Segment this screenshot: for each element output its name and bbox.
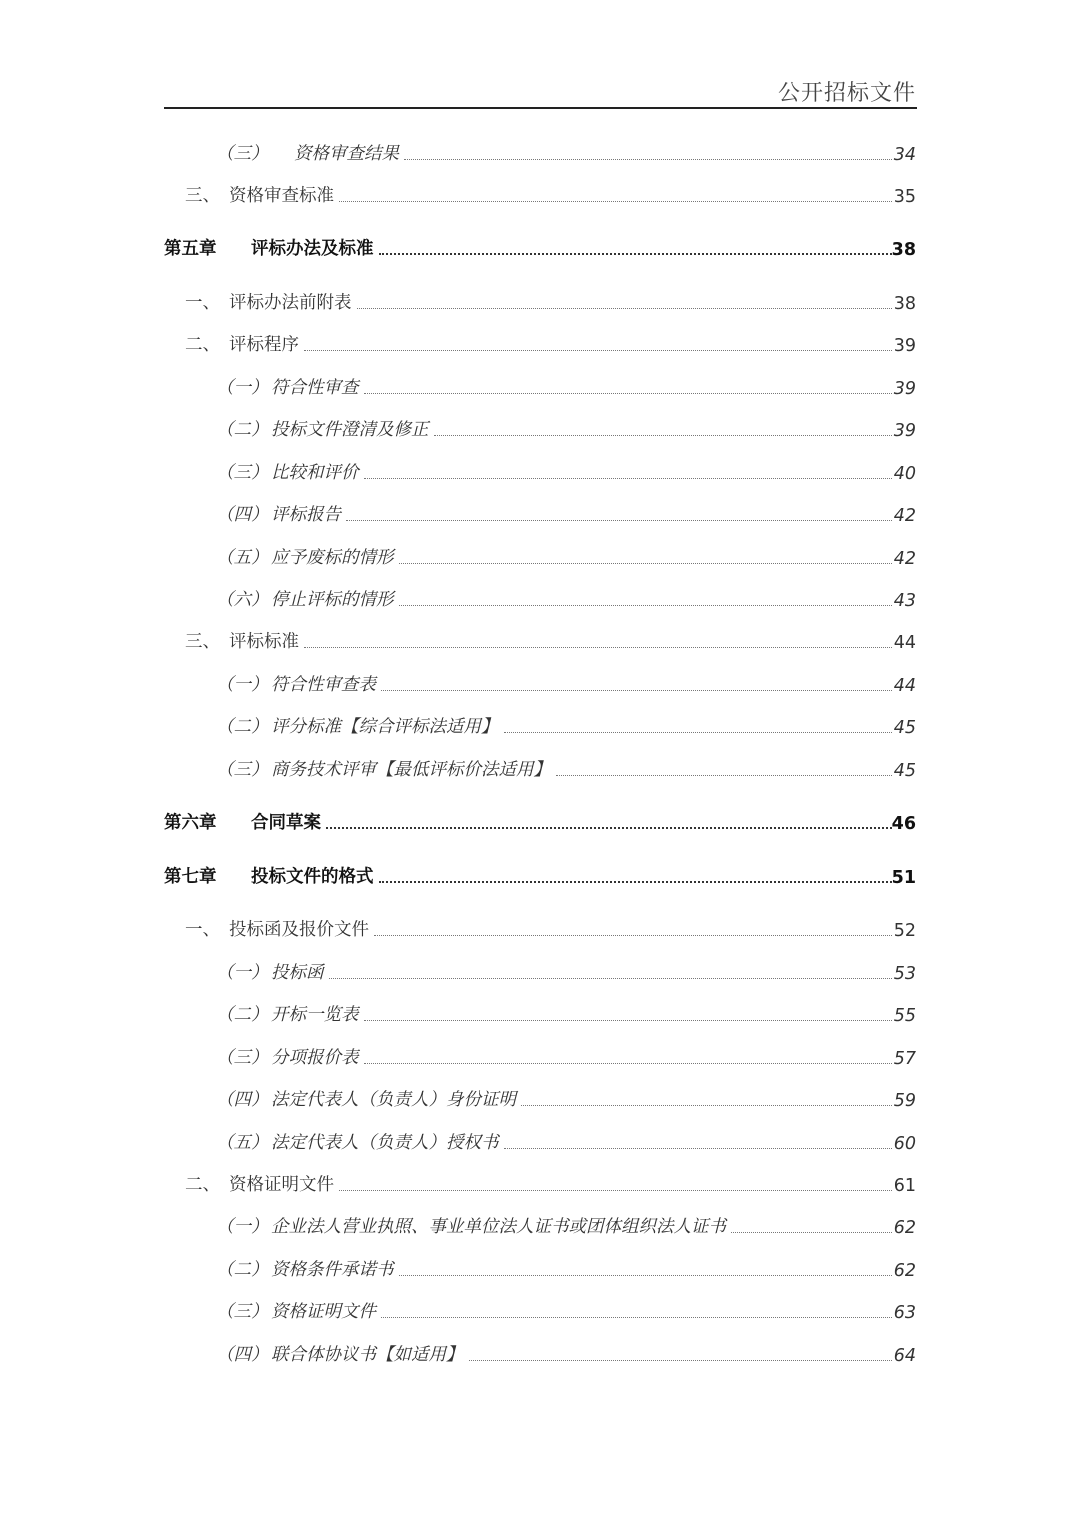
toc-entry-number: （四） [216,1090,269,1110]
toc-subsection-entry[interactable] [0,541,1080,571]
toc-entry-number: （三） [216,1048,269,1068]
toc-entry-number: （五） [216,1133,269,1153]
toc-entry-number: （二） [216,1005,269,1025]
toc-leader-dots [504,1148,892,1149]
toc-entry-label: 评标办法及标准 [251,235,377,260]
toc-leader-dots [364,1063,892,1064]
toc-leader-dots [364,393,892,394]
toc-page-number: 59 [893,1091,916,1111]
toc-subsection-entry[interactable] [0,710,1080,740]
toc-entry-label: 法定代表人（负责人）授权书 [271,1129,502,1154]
toc-subsection-entry[interactable] [0,1253,1080,1283]
toc-chapter-entry[interactable] [0,806,1080,836]
toc-entry-number: （三） [216,463,269,483]
toc-page-number: 42 [893,549,916,569]
toc-page-number: 39 [893,421,916,441]
toc-leader-dots [346,520,892,521]
toc-section-entry[interactable] [0,625,1080,655]
toc-page-number: 38 [893,294,916,314]
toc-entry-label: 投标文件的格式 [251,863,377,888]
toc-page-number: 40 [893,464,916,484]
toc-entry-label: 投标函 [271,959,327,984]
toc-entry-number: 二、 [185,335,220,355]
toc-entry-label: 资格审查结果 [294,140,402,165]
toc-section-entry[interactable] [0,913,1080,943]
toc-leader-dots [326,827,892,829]
toc-subsection-entry[interactable] [0,1295,1080,1325]
toc-leader-dots [399,563,892,564]
toc-entry-label: 投标函及报价文件 [229,916,372,941]
toc-entry-number: 第六章 [164,813,217,833]
toc-entry-number: （一） [216,963,269,983]
toc-leader-dots [399,605,892,606]
toc-entry-label: 开标一览表 [271,1001,362,1026]
toc-subsection-entry[interactable] [0,137,1080,167]
toc-entry-number: 三、 [185,632,220,652]
toc-entry-label: 资格条件承诺书 [271,1256,397,1281]
toc-entry-number: 第七章 [164,867,217,887]
toc-page-number: 42 [893,506,916,526]
toc-entry-number: （四） [216,1345,269,1365]
toc-entry-number: （三） [216,1302,269,1322]
toc-leader-dots [381,1317,892,1318]
toc-subsection-entry[interactable] [0,583,1080,613]
toc-entry-number: （三） [216,144,269,164]
toc-entry-label: 资格证明文件 [229,1171,337,1196]
toc-page-number: 64 [893,1346,916,1366]
toc-entry-number: 二、 [185,1175,220,1195]
toc-page-number: 35 [893,187,916,207]
toc-section-entry[interactable] [0,1168,1080,1198]
toc-leader-dots [731,1232,892,1233]
toc-leader-dots [521,1105,892,1106]
toc-subsection-entry[interactable] [0,668,1080,698]
toc-entry-label: 应予废标的情形 [271,544,397,569]
toc-chapter-entry[interactable] [0,860,1080,890]
toc-entry-label: 停止评标的情形 [271,586,397,611]
toc-leader-dots [329,978,892,979]
toc-entry-label: 合同草案 [251,809,324,834]
toc-entry-label: 比较和评价 [271,459,362,484]
toc-page-number: 52 [893,921,916,941]
toc-section-entry[interactable] [0,328,1080,358]
toc-entry-label: 投标文件澄清及修正 [271,416,432,441]
toc-subsection-entry[interactable] [0,998,1080,1028]
toc-leader-dots [339,1190,892,1191]
toc-subsection-entry[interactable] [0,753,1080,783]
toc-page-number: 62 [893,1218,916,1238]
toc-entry-label: 联合体协议书【如适用】 [271,1341,467,1366]
toc-leader-dots [357,308,892,309]
toc-subsection-entry[interactable] [0,371,1080,401]
toc-entry-label: 商务技术评审【最低评标价法适用】 [271,756,554,781]
toc-page-number: 44 [893,633,916,653]
toc-entry-label: 评分标准【综合评标法适用】 [271,713,502,738]
toc-leader-dots [364,478,892,479]
toc-leader-dots [434,435,892,436]
toc-subsection-entry[interactable] [0,456,1080,486]
toc-leader-dots [304,350,892,351]
toc-section-entry[interactable] [0,179,1080,209]
toc-entry-number: （一） [216,1217,269,1237]
toc-entry-label: 符合性审查表 [271,671,379,696]
toc-entry-number: （二） [216,420,269,440]
toc-entry-label: 资格审查标准 [229,182,337,207]
toc-page-number: 45 [893,718,916,738]
toc-subsection-entry[interactable] [0,1338,1080,1368]
document-header-title: 公开招标文件 [777,81,916,106]
toc-leader-dots [374,935,892,936]
toc-subsection-entry[interactable] [0,413,1080,443]
toc-leader-dots [504,732,892,733]
toc-page-number: 51 [891,868,916,888]
toc-entry-number: （六） [216,590,269,610]
toc-leader-dots [381,690,892,691]
toc-entry-number: （三） [216,760,269,780]
toc-section-entry[interactable] [0,286,1080,316]
toc-page-number: 44 [893,676,916,696]
toc-page-number: 39 [893,379,916,399]
toc-page-number: 57 [893,1049,916,1069]
toc-page-number: 39 [893,336,916,356]
toc-page-number: 55 [893,1006,916,1026]
toc-page-number: 62 [893,1261,916,1281]
toc-leader-dots [404,159,892,160]
toc-entry-label: 企业法人营业执照、事业单位法人证书或团体组织法人证书 [271,1213,729,1238]
toc-page-number: 45 [893,761,916,781]
toc-entry-number: （一） [216,675,269,695]
toc-page-number: 61 [893,1176,916,1196]
toc-subsection-entry[interactable] [0,1210,1080,1240]
toc-entry-label: 评标报告 [271,501,344,526]
toc-leader-dots [399,1275,892,1276]
toc-entry-number: （五） [216,548,269,568]
toc-leader-dots [379,253,892,255]
toc-entry-label: 评标标准 [229,628,302,653]
toc-entry-label: 符合性审查 [271,374,362,399]
toc-subsection-entry[interactable] [0,498,1080,528]
toc-entry-number: （一） [216,378,269,398]
toc-page-number: 63 [893,1303,916,1323]
toc-subsection-entry[interactable] [0,1083,1080,1113]
toc-subsection-entry[interactable] [0,956,1080,986]
toc-entry-number: 一、 [185,293,220,313]
toc-leader-dots [339,201,892,202]
toc-entry-label: 资格证明文件 [271,1298,379,1323]
toc-page-number: 38 [891,240,916,260]
toc-entry-label: 法定代表人（负责人）身份证明 [271,1086,519,1111]
toc-page-number: 43 [893,591,916,611]
toc-page-number: 53 [893,964,916,984]
toc-entry-number: （二） [216,717,269,737]
toc-entry-label: 分项报价表 [271,1044,362,1069]
toc-page-number: 34 [893,145,916,165]
toc-entry-label: 评标办法前附表 [229,289,355,314]
toc-entry-label: 评标程序 [229,331,302,356]
toc-leader-dots [364,1020,892,1021]
toc-page-number: 46 [891,814,916,834]
toc-entry-number: （四） [216,505,269,525]
toc-leader-dots [304,647,892,648]
toc-leader-dots [379,881,892,883]
toc-leader-dots [556,775,892,776]
toc-entry-number: 第五章 [164,239,217,259]
toc-chapter-entry[interactable] [0,232,1080,262]
toc-subsection-entry[interactable] [0,1041,1080,1071]
toc-entry-number: （二） [216,1260,269,1280]
toc-entry-number: 一、 [185,920,220,940]
toc-page-number: 60 [893,1134,916,1154]
toc-leader-dots [469,1360,892,1361]
toc-subsection-entry[interactable] [0,1126,1080,1156]
toc-entry-number: 三、 [185,186,220,206]
